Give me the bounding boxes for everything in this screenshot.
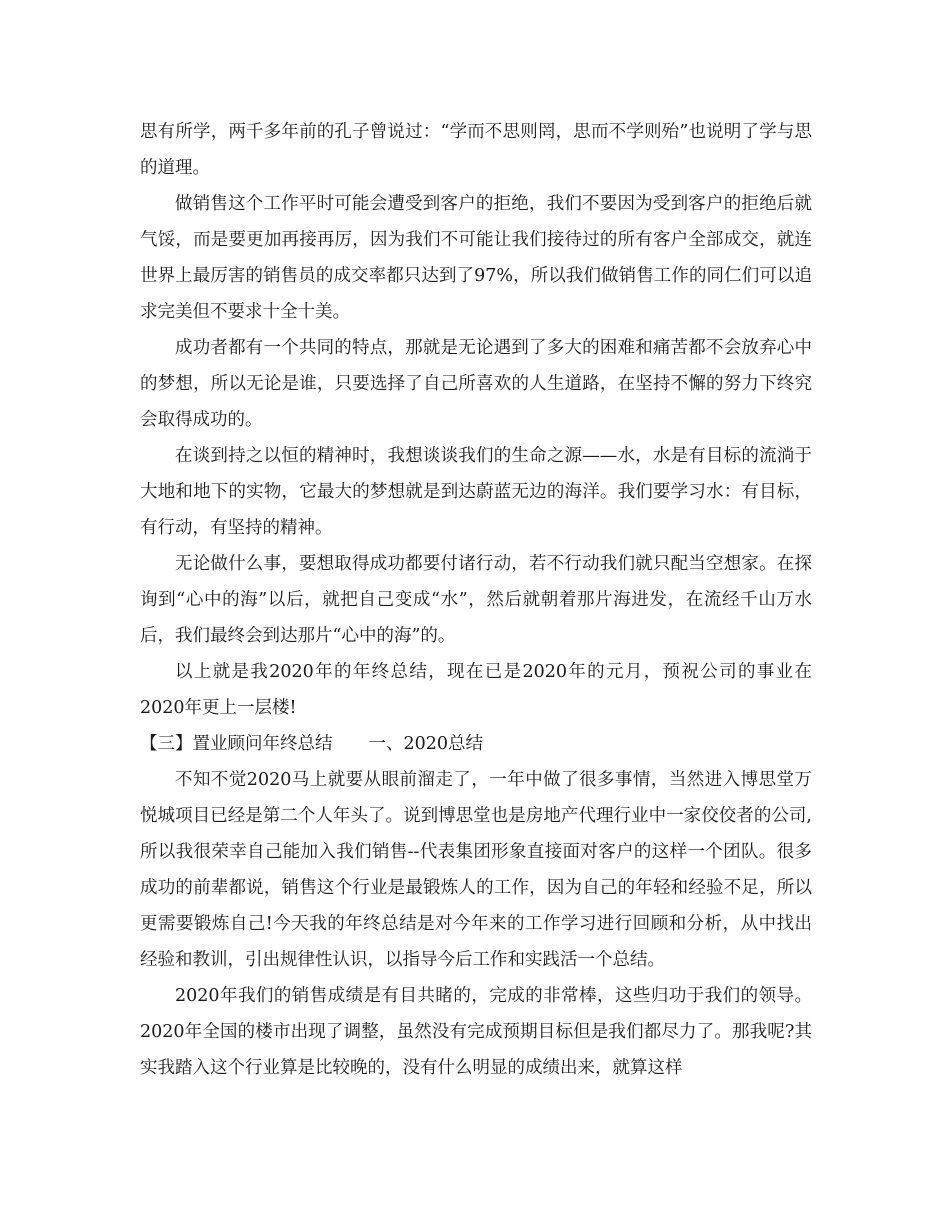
paragraph-water-metaphor: 在谈到持之以恒的精神时，我想谈谈我们的生命之源——水，水是有目标的流淌于大地和地下的实物，它最大的梦想就是到达蔚蓝无边的海洋。我们要学习水：有目标，有行动，有坚持的精神。 <box>140 446 812 538</box>
section-subtitle: 一、2020总结 <box>368 734 484 754</box>
paragraph-take-action: 无论做什么事，要想取得成功都要付诸行动，若不行动我们就只配当空想家。在探询到“心中的海”以后，就把自己变成“水”，然后就朝着那片海进发，在流经千山万水后，我们最终会到达那片“心中的海”的。 <box>140 554 812 646</box>
paragraph-conclusion: 以上就是我2020年的年终总结，现在已是2020年的元月，预祝公司的事业在2020年更上一层楼! <box>140 662 812 718</box>
section-heading <box>140 726 812 762</box>
document-body <box>140 114 812 1086</box>
paragraph-intro-2020: 不知不觉2020马上就要从眼前溜走了，一年中做了很多事情，当然进入博思堂万悦城项目已经是第二个人年头了。说到博思堂也是房地产代理行业中一家佼佼者的公司,所以我很荣幸自己能加入我们销售--代表集团形象直接面对客户的这样一个团队。很多成功的前辈都说，销售这个行业是最锻炼人的工作，因为自己的年轻和经验不足，所以更需要锻炼自己!今天我的年终总结是对今年来的工作学习进行回顾和分析，从中找出经验和教训，引出规律性认识，以指导今后工作和实践活一个总结。 <box>140 770 812 970</box>
paragraph-success-traits: 成功者都有一个共同的特点，那就是无论遇到了多大的困难和痛苦都不会放弃心中的梦想，所以无论是谁，只要选择了自己所喜欢的人生道路，在坚持不懈的努力下终究会取得成功的。 <box>140 338 812 430</box>
paragraph-sales-rejection: 做销售这个工作平时可能会遭受到客户的拒绝，我们不要因为受到客户的拒绝后就气馁，而是要更加再接再厉，因为我们不可能让我们接待过的所有客户全部成交，就连世界上最厉害的销售员的成交率都只达到了97%，所以我们做销售工作的同仁们可以追求完美但不要求十全十美。 <box>140 194 812 322</box>
paragraph-sales-results: 2020年我们的销售成绩是有目共睹的，完成的非常棒，这些归功于我们的领导。2020年全国的楼市出现了调整，虽然没有完成预期目标但是我们都尽力了。那我呢?其实我踏入这个行业算是比较晚的，没有什么明显的成绩出来，就算这样 <box>140 986 812 1078</box>
paragraph-continued: 思有所学，两千多年前的孔子曾说过：“学而不思则罔，思而不学则殆”也说明了学与思的道理。 <box>140 122 812 178</box>
section-title: 【三】置业顾问年终总结 <box>140 734 333 754</box>
